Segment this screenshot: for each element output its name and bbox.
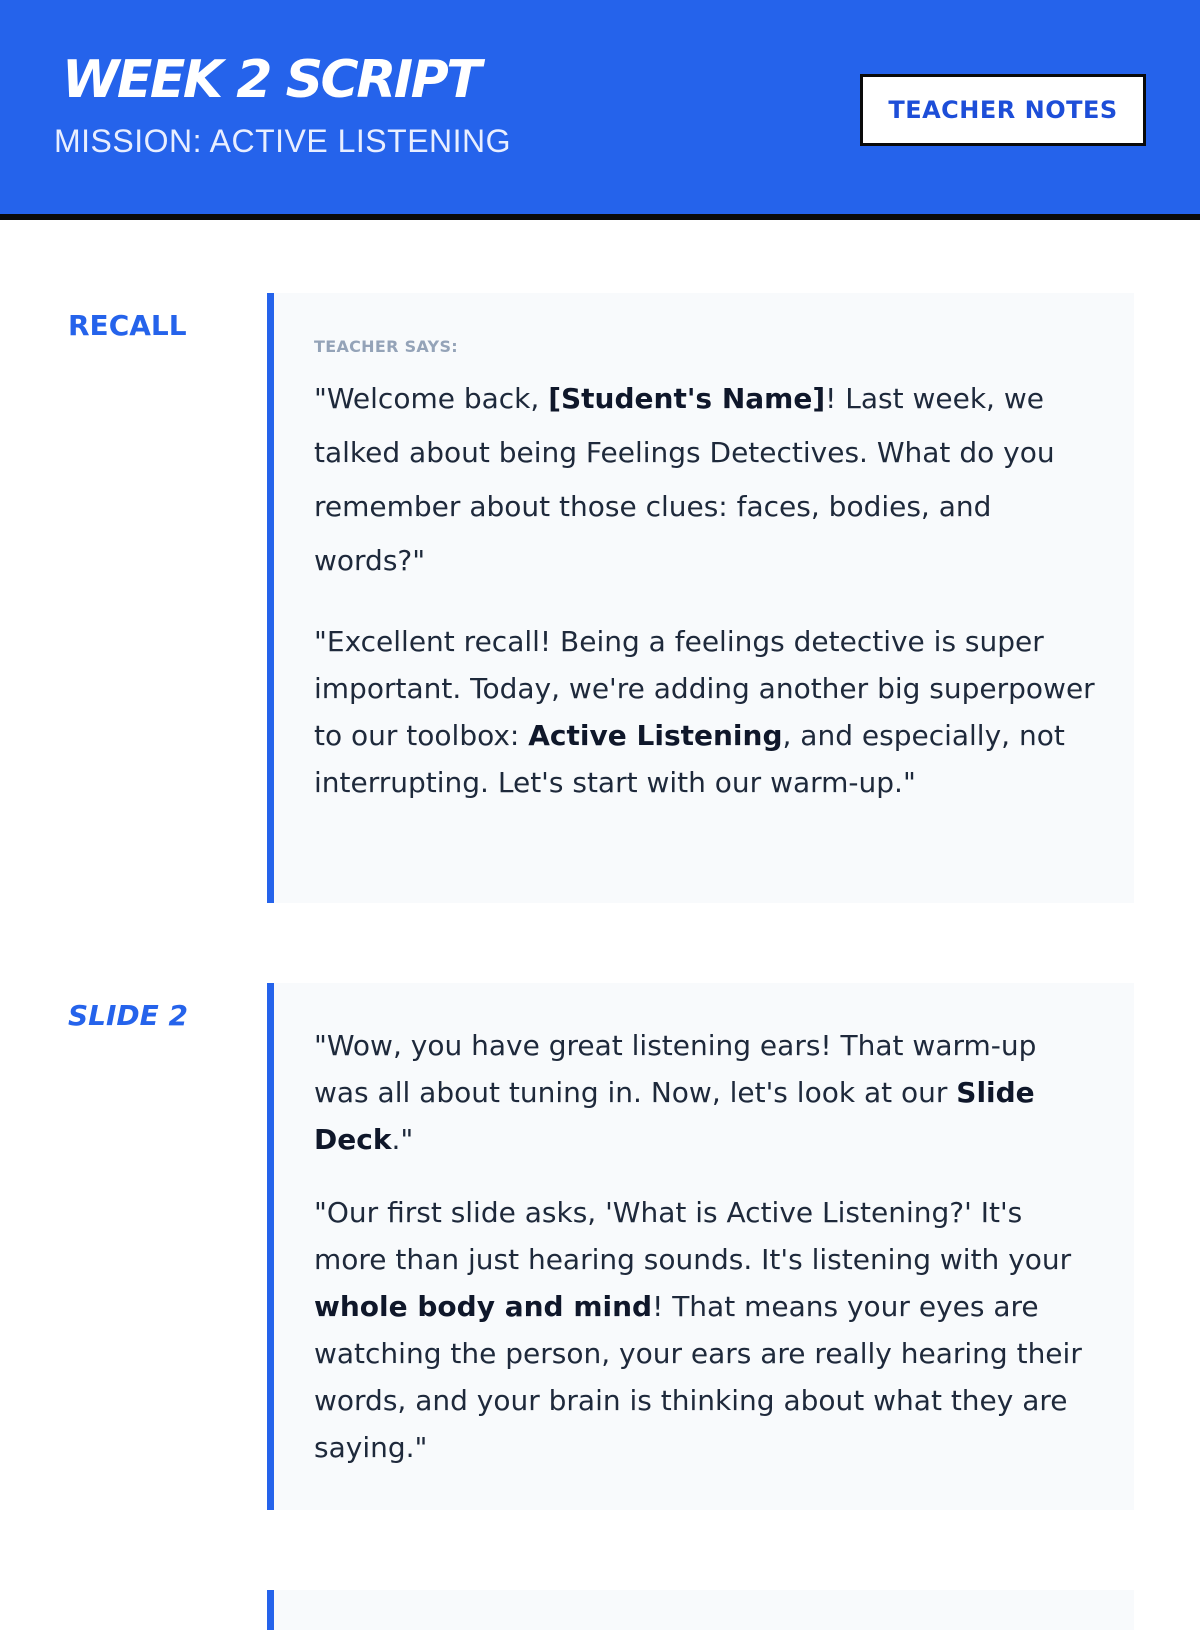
page-title: WEEK 2 SCRIPT <box>62 50 480 110</box>
script-text: ! Last week, we talked about being Feelings Detectives. What do you remember about those clues: faces, bodies, and words?" <box>314 382 1055 577</box>
script-box <box>267 1590 1134 1630</box>
script-text: "Wow, you have great listening ears! That warm-up was all about tuning in. Now, let's look at our <box>314 1029 1037 1109</box>
script-paragraph <box>314 372 1098 588</box>
teacher-says-label: TEACHER SAYS: <box>314 337 458 356</box>
script-box <box>267 293 1134 903</box>
script-paragraph <box>314 1189 1098 1471</box>
section-label-recall: RECALL <box>68 309 187 342</box>
script-box <box>267 983 1134 1510</box>
emphasis-text: Active Listening <box>528 719 783 752</box>
section-label-slide-2: SLIDE 2 <box>68 999 189 1032</box>
script-text: "Excellent recall! Being a feelings detective is super important. Today, we're adding another big superpower to our toolbox: <box>314 625 1095 752</box>
script-text: ." <box>391 1123 414 1156</box>
emphasis-text: [Student's Name] <box>548 382 826 415</box>
page-header <box>0 0 1200 220</box>
script-paragraph <box>314 618 1098 806</box>
mission-subtitle: MISSION: ACTIVE LISTENING <box>54 123 512 159</box>
script-text: ! That means your eyes are watching the person, your ears are really hearing their words, and your brain is thinking about what they are saying." <box>314 1290 1082 1464</box>
script-paragraph <box>314 1022 1098 1163</box>
script-text: "Welcome back, <box>314 382 549 415</box>
script-text: "Our first slide asks, 'What is Active Listening?' It's more than just hearing sounds. It's listening with your <box>314 1196 1072 1276</box>
script-text: , and especially, not interrupting. Let's start with our warm-up." <box>314 719 1065 799</box>
emphasis-text: Slide Deck <box>314 1076 1035 1156</box>
teacher-notes-button[interactable]: TEACHER NOTES <box>860 74 1146 146</box>
emphasis-text: whole body and mind <box>314 1290 653 1323</box>
